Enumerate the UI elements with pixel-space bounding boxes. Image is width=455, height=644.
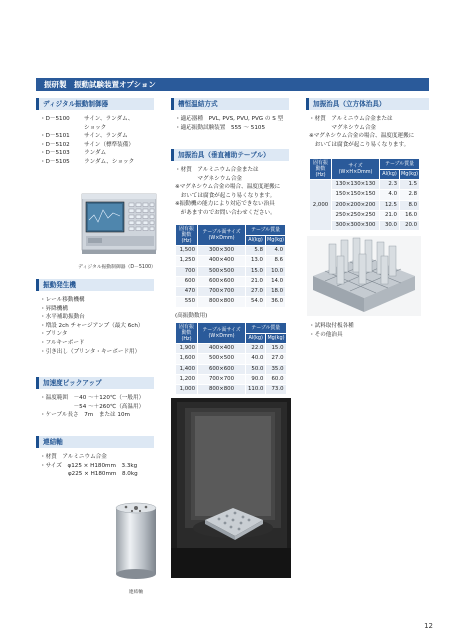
connector-list xyxy=(40,453,138,479)
cube-jig-notes xyxy=(309,115,414,149)
table-row xyxy=(176,287,286,297)
generator-list-item: ・レール移動機構 xyxy=(40,297,85,303)
header-natural-frequency: 固有振動数(Hz) xyxy=(176,323,198,344)
cell-size: 800×800 xyxy=(198,385,246,395)
cube-jig-note: ・材質 アルミニウム合金または xyxy=(309,116,393,122)
cell-size: 500×500 xyxy=(198,354,246,364)
cell-size: 600×600 xyxy=(198,276,246,286)
model-description: ショック xyxy=(84,124,107,131)
cell-frequency: 470 xyxy=(176,287,198,297)
header-aluminum: Al(kg) xyxy=(246,235,266,246)
cell-size: 130×130×130 xyxy=(332,180,380,190)
header-table-weight: テーブル質量 xyxy=(246,225,286,236)
cell-magnesium: 35.0 xyxy=(266,364,286,374)
table-row xyxy=(176,276,286,286)
pickup-list-item: －54 ～＋260℃（高温用） xyxy=(40,403,145,410)
digital-list-item xyxy=(40,132,134,141)
model-code: ・D－5101 xyxy=(40,133,70,140)
digital-list-item xyxy=(40,158,134,167)
section-vertical-jig-heading: 加振治具（垂直補助テーブル） xyxy=(171,149,289,161)
section-digital-heading: ディジタル振動制御器 xyxy=(36,98,154,110)
cell-size: 700×700 xyxy=(198,374,246,384)
header-aluminum: Al(kg) xyxy=(380,169,400,180)
pickup-list xyxy=(40,394,144,420)
cell-aluminum: 27.0 xyxy=(246,287,266,297)
cell-magnesium: 4.0 xyxy=(266,246,286,256)
cell-aluminum: 2.3 xyxy=(380,180,400,190)
model-code: ・D－5100 xyxy=(40,116,70,122)
cell-aluminum: 50.0 xyxy=(246,364,266,374)
cell-aluminum: 40.0 xyxy=(246,354,266,364)
generator-list-item: ・フルキーボード xyxy=(40,339,85,346)
cell-size: 800×800 xyxy=(198,297,246,307)
cell-magnesium: 15.0 xyxy=(266,344,286,354)
generator-list-item: ・昇降機構 xyxy=(40,305,68,312)
controller-photo xyxy=(76,180,158,260)
cell-aluminum: 12.5 xyxy=(380,200,400,210)
cell-size: 300×300 xyxy=(198,246,246,256)
connector-list-item: φ225 × H180mm 8.0kg xyxy=(40,471,138,478)
cell-magnesium: 8.6 xyxy=(266,256,286,266)
digital-list-item xyxy=(40,124,134,133)
section-chamber-heading: 槽恒温結方式 xyxy=(171,98,289,110)
cell-aluminum: 110.0 xyxy=(246,385,266,395)
cell-aluminum: 30.0 xyxy=(380,221,400,231)
cell-frequency: 1,000 xyxy=(176,385,198,395)
cell-aluminum: 4.0 xyxy=(380,190,400,200)
cell-magnesium: 36.0 xyxy=(266,297,286,307)
cell-size: 400×400 xyxy=(198,344,246,354)
generator-list-item: ・水平補助振動台 xyxy=(40,314,85,321)
cube-jig-other-list xyxy=(309,322,354,339)
cube-jig-note: マグネシウム合金 xyxy=(309,124,377,131)
cell-frequency: 1,900 xyxy=(176,344,198,354)
digital-list xyxy=(40,115,134,167)
cell-size: 200×200×200 xyxy=(332,200,380,210)
header-magnesium: Mg(kg) xyxy=(266,235,286,246)
cell-size: 700×700 xyxy=(198,287,246,297)
table-row xyxy=(176,344,287,354)
chamber-list xyxy=(175,115,283,132)
cell-size: 150×150×150 xyxy=(332,190,380,200)
generator-list-item: ・増設 2ch チャージアンプ（最大 6ch） xyxy=(40,322,144,329)
section-generator-heading: 振動発生機 xyxy=(36,279,154,291)
cell-frequency: 1,600 xyxy=(176,354,198,364)
cell-magnesium: 14.0 xyxy=(266,276,286,286)
header-table-size: テーブル面サイズ(W×Dmm) xyxy=(198,225,246,246)
table-row xyxy=(176,374,287,384)
table-row xyxy=(176,246,286,256)
generator-list xyxy=(40,296,144,356)
header-table-weight: テーブル質量 xyxy=(246,323,287,334)
model-code: ・D－5103 xyxy=(40,150,70,157)
cell-aluminum: 21.0 xyxy=(380,210,400,220)
table-row xyxy=(310,180,420,190)
cell-magnesium: 8.0 xyxy=(400,200,420,210)
cell-frequency: 600 xyxy=(176,276,198,286)
vertical-jig-note: ・材質 アルミニウム合金または xyxy=(175,167,259,173)
cell-frequency: 700 xyxy=(176,266,198,276)
cell-aluminum: 21.0 xyxy=(246,276,266,286)
table-row xyxy=(176,354,287,364)
table-row xyxy=(176,266,286,276)
cell-magnesium: 1.5 xyxy=(400,180,420,190)
cell-aluminum: 54.0 xyxy=(246,297,266,307)
chamber-list-item: ・適応振動試験装置 555 ～ 5105 xyxy=(175,124,266,131)
controller-photo-caption: ディジタル振動制御器（D－5100） xyxy=(78,265,156,270)
vertical-jig-note: マグネシウム合金 xyxy=(175,175,243,182)
cell-frequency: 2,000 xyxy=(310,180,332,231)
page-number: 12 xyxy=(424,622,433,630)
cell-aluminum: 22.0 xyxy=(246,344,266,354)
model-description: ランダム、ショック xyxy=(84,158,135,165)
table-row xyxy=(176,364,287,374)
chamber-list-item: ・適応器種 PVL, PVS, PVU, PVG の S 型 xyxy=(175,116,284,122)
model-description: サイン、ランダム xyxy=(84,133,128,140)
cell-frequency: 1,400 xyxy=(176,364,198,374)
cube-jig-table xyxy=(309,158,420,231)
cell-frequency: 1,200 xyxy=(176,374,198,384)
cell-size: 250×250×250 xyxy=(332,210,380,220)
header-natural-frequency: 固有振動数(Hz) xyxy=(176,225,198,246)
vertical-jig-high-table xyxy=(175,322,287,395)
cube-jig-note: ※マグネシウム合金の場合、温度度運搬に xyxy=(309,133,415,140)
other-jig-item: ・試料取付板各種 xyxy=(309,323,354,329)
model-code: ・D－5105 xyxy=(40,158,70,165)
cell-aluminum: 13.0 xyxy=(246,256,266,266)
table-row xyxy=(176,297,286,307)
connector-list-item: ・サイズ φ125 × H180mm 3.3kg xyxy=(40,462,138,469)
table-row xyxy=(176,385,287,395)
cell-magnesium: 18.0 xyxy=(266,287,286,297)
pickup-list-item: ・温度範囲 －40 ～＋120℃（一般用） xyxy=(40,395,145,401)
model-description: ランダム xyxy=(84,150,107,157)
cell-magnesium: 16.0 xyxy=(400,210,420,220)
cell-magnesium: 10.0 xyxy=(266,266,286,276)
digital-list-item xyxy=(40,149,134,158)
vertical-jig-note: おいては腐食が起こり易くなります。 xyxy=(175,192,276,199)
vertical-jig-note: ※振動機の能力により対応できない治具 xyxy=(175,201,275,208)
header-natural-frequency: 固有振動数(Hz) xyxy=(310,159,332,180)
high-frequency-label: (高振動数用) xyxy=(175,313,208,319)
header-aluminum: Al(kg) xyxy=(246,333,266,344)
cell-size: 600×600 xyxy=(198,364,246,374)
header-table-size: テーブル面サイズ(W×Dmm) xyxy=(198,323,246,344)
cell-aluminum: 15.0 xyxy=(246,266,266,276)
cell-magnesium: 2.8 xyxy=(400,190,420,200)
vertical-jig-note: ※マグネシウム合金の場合、温度度運搬に xyxy=(175,184,281,191)
section-cube-jig-heading: 加振治具（立方体治具） xyxy=(306,98,429,110)
vertical-jig-notes xyxy=(175,166,280,218)
generator-list-item: ・引き出し（プリンタ・キーボード用） xyxy=(40,348,141,355)
header-magnesium: Mg(kg) xyxy=(266,333,286,344)
connector-shaft-caption: 連結軸 xyxy=(128,590,144,595)
generator-list-item: ・プリンタ xyxy=(40,331,68,338)
section-pickup-heading: 加速度ピックアップ xyxy=(36,377,154,389)
cell-frequency: 1,500 xyxy=(176,246,198,256)
vertical-jig-table xyxy=(175,224,286,308)
model-code: ・D－5102 xyxy=(40,141,70,148)
model-description: サイン（標準装備） xyxy=(84,141,134,148)
cell-magnesium: 60.0 xyxy=(266,374,286,384)
model-description: サイン、ランダム、 xyxy=(84,116,134,122)
cube-jig-photo xyxy=(307,236,421,316)
cell-frequency: 550 xyxy=(176,297,198,307)
section-connector-heading: 連結軸 xyxy=(36,436,154,448)
other-jig-item: ・その他治具 xyxy=(309,331,343,338)
cell-magnesium: 20.0 xyxy=(400,221,420,231)
header-table-weight: テーブル質量 xyxy=(380,159,420,170)
digital-list-item xyxy=(40,115,134,124)
header-magnesium: Mg(kg) xyxy=(400,169,420,180)
cube-jig-note: おいては腐食が起こり易くなります。 xyxy=(309,141,410,148)
page-title: 振研製 振動試験装置オプション xyxy=(44,80,156,89)
cell-magnesium: 73.0 xyxy=(266,385,286,395)
chamber-jig-photo xyxy=(171,398,291,578)
cell-frequency: 1,250 xyxy=(176,256,198,266)
table-row xyxy=(176,256,286,266)
cell-size: 300×300×300 xyxy=(332,221,380,231)
header-cube-size: サイズ(W×H×Dmm) xyxy=(332,159,380,180)
cell-size: 500×500 xyxy=(198,266,246,276)
connector-list-item: ・材質 アルミニウム合金 xyxy=(40,454,107,460)
digital-list-item xyxy=(40,141,134,150)
cell-size: 400×400 xyxy=(198,256,246,266)
cell-magnesium: 27.0 xyxy=(266,354,286,364)
cell-aluminum: 5.8 xyxy=(246,246,266,256)
cell-aluminum: 90.0 xyxy=(246,374,266,384)
vertical-jig-note: があますのでお問い合わせください。 xyxy=(175,209,276,216)
pickup-list-item: ・ケーブル長さ 7m または 10m xyxy=(40,412,130,419)
connector-shaft-photo xyxy=(108,498,164,584)
